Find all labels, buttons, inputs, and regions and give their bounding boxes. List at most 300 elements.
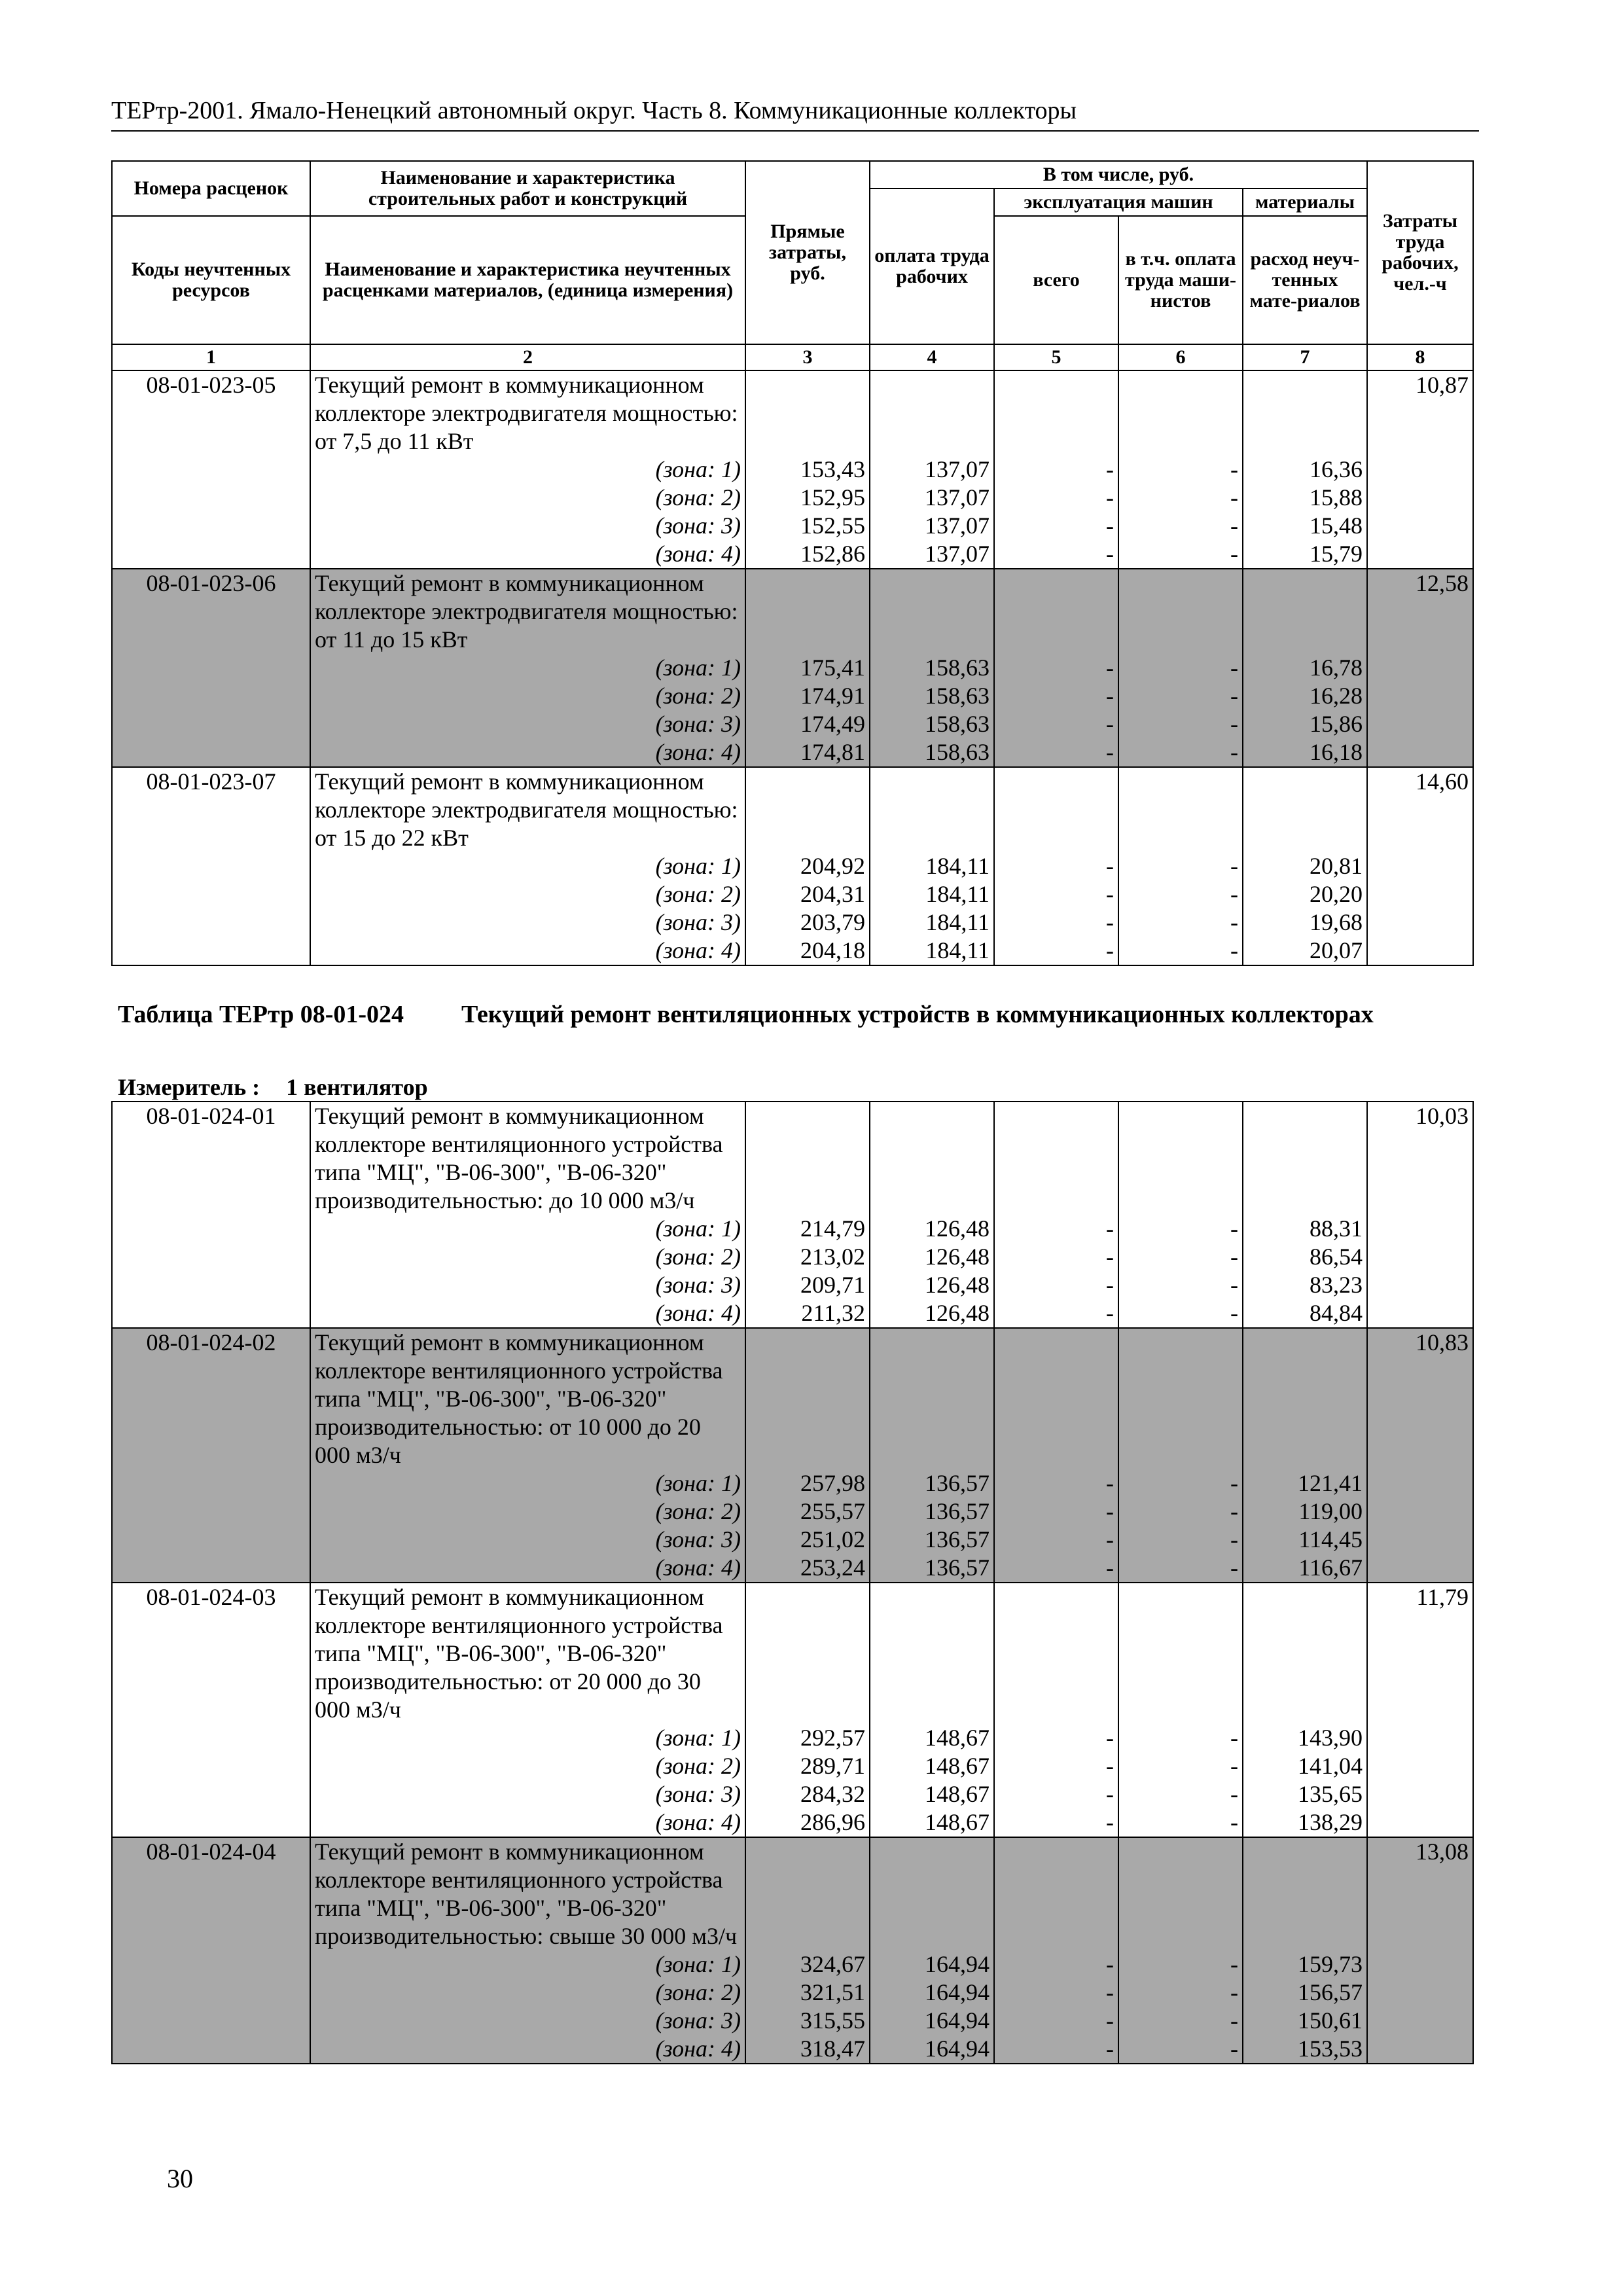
- rate-name-cell: [310, 569, 745, 767]
- wages-value: 136,57: [925, 1526, 990, 1552]
- col-header-codes: Номера расценок: [112, 161, 310, 216]
- operator-wages-value: -: [1230, 1244, 1238, 1270]
- spacer: [1123, 768, 1238, 852]
- wages-cell: [870, 1583, 994, 1837]
- spacer: [750, 768, 865, 852]
- rate-row: [112, 1102, 1473, 1328]
- zone-label: (зона: 1): [655, 655, 741, 681]
- machines-total-value: -: [1106, 2036, 1114, 2062]
- zone-label: (зона: 1): [655, 456, 741, 482]
- direct-costs-value: 175,41: [800, 655, 865, 681]
- zone-label: (зона: 2): [655, 1753, 741, 1779]
- operator-wages-value: -: [1230, 937, 1238, 963]
- direct-costs-value: 255,57: [800, 1498, 865, 1524]
- materials-value: 156,57: [1298, 1979, 1363, 2005]
- machines-total-value: -: [1106, 1470, 1114, 1496]
- operator-wages-value: -: [1230, 1498, 1238, 1524]
- direct-costs-value: 257,98: [800, 1470, 865, 1496]
- page-header: ТЕРтр-2001. Ямало-Ненецкий автономный округ. Часть 8. Коммуникационные коллекторы: [111, 95, 1479, 132]
- zone-label: (зона: 1): [655, 1725, 741, 1751]
- direct-costs-cell: [745, 370, 870, 569]
- spacer: [874, 768, 990, 852]
- wages-value: 137,07: [925, 484, 990, 511]
- machines-total-value: -: [1106, 1951, 1114, 1977]
- spacer: [999, 1838, 1114, 1950]
- zone-label: (зона: 4): [655, 541, 741, 567]
- measure-label: Измеритель :: [118, 1074, 260, 1100]
- col-number: 4: [870, 344, 994, 370]
- operator-wages-value: -: [1230, 484, 1238, 511]
- zone-label: (зона: 2): [655, 1979, 741, 2005]
- spacer: [999, 1329, 1114, 1469]
- operator-wages-value: -: [1230, 1753, 1238, 1779]
- col-header-direct-costs: Прямые затраты, руб.: [745, 161, 870, 344]
- rate-row: [112, 1837, 1473, 2064]
- spacer: [1247, 371, 1363, 456]
- zone-label: (зона: 3): [655, 711, 741, 737]
- operator-wages-value: -: [1230, 541, 1238, 567]
- wages-value: 148,67: [925, 1753, 990, 1779]
- direct-costs-cell: [745, 1328, 870, 1583]
- rate-name-cell: [310, 767, 745, 965]
- materials-value: 86,54: [1310, 1244, 1363, 1270]
- materials-value: 16,18: [1310, 739, 1363, 765]
- materials-cell: [1243, 1328, 1367, 1583]
- operator-wages-cell: [1118, 370, 1243, 569]
- spacer: [1123, 1329, 1238, 1469]
- materials-value: 20,81: [1310, 853, 1363, 879]
- direct-costs-cell: [745, 1837, 870, 2064]
- direct-costs-value: 209,71: [800, 1272, 865, 1298]
- col-header-materials: материалы: [1243, 188, 1367, 216]
- col-number: 7: [1243, 344, 1367, 370]
- materials-value: 138,29: [1298, 1809, 1363, 1835]
- materials-value: 84,84: [1310, 1300, 1363, 1326]
- materials-value: 15,79: [1310, 541, 1363, 567]
- spacer: [750, 1329, 865, 1469]
- operator-wages-value: -: [1230, 881, 1238, 907]
- direct-costs-value: 152,55: [800, 512, 865, 539]
- operator-wages-value: -: [1230, 2036, 1238, 2062]
- operator-wages-cell: [1118, 1102, 1243, 1328]
- wages-cell: [870, 1102, 994, 1328]
- materials-cell: [1243, 767, 1367, 965]
- spacer: [874, 569, 990, 654]
- spacer: [1123, 569, 1238, 654]
- rates-table-1-body: [112, 161, 1473, 965]
- direct-costs-value: 153,43: [800, 456, 865, 482]
- operator-wages-cell: [1118, 1837, 1243, 2064]
- rate-row: [112, 767, 1473, 965]
- operator-wages-value: -: [1230, 1272, 1238, 1298]
- zone-label: (зона: 3): [655, 1272, 741, 1298]
- materials-value: 16,78: [1310, 655, 1363, 681]
- spacer: [750, 1583, 865, 1724]
- operator-wages-value: -: [1230, 683, 1238, 709]
- materials-value: 15,86: [1310, 711, 1363, 737]
- materials-value: 20,07: [1310, 937, 1363, 963]
- direct-costs-value: 324,67: [800, 1951, 865, 1977]
- spacer: [1123, 1102, 1238, 1215]
- col-number: 2: [310, 344, 745, 370]
- spacer: [999, 768, 1114, 852]
- operator-wages-value: -: [1230, 1554, 1238, 1581]
- rate-name: Текущий ремонт в коммуникационном коллекторе вентиляционного устройства типа "МЦ", "В-06-300", "В-06-320" производительностью: свыше 30 000 м3/ч: [315, 1839, 738, 1949]
- machines-total-value: -: [1106, 1272, 1114, 1298]
- machines-total-value: -: [1106, 655, 1114, 681]
- col-number: 5: [994, 344, 1118, 370]
- spacer: [874, 1838, 990, 1950]
- direct-costs-value: 152,95: [800, 484, 865, 511]
- wages-cell: [870, 1837, 994, 2064]
- spacer: [874, 371, 990, 456]
- operator-wages-cell: [1118, 569, 1243, 767]
- col-header-wages: оплата труда рабочих: [870, 188, 994, 344]
- materials-value: 16,36: [1310, 456, 1363, 482]
- rate-row: [112, 1583, 1473, 1837]
- materials-value: 19,68: [1310, 909, 1363, 935]
- direct-costs-value: 286,96: [800, 1809, 865, 1835]
- spacer: [750, 371, 865, 456]
- spacer: [1123, 1583, 1238, 1724]
- zone-label: (зона: 1): [655, 1215, 741, 1242]
- rate-name: Текущий ремонт в коммуникационном коллекторе электродвигателя мощностью: от 11 до 15 кВт: [315, 570, 738, 653]
- wages-cell: [870, 370, 994, 569]
- wages-value: 148,67: [925, 1809, 990, 1835]
- rate-name: Текущий ремонт в коммуникационном коллекторе вентиляционного устройства типа "МЦ", "В-06-300", "В-06-320" производительностью: от 20 000 до 30 000 м3/ч: [315, 1584, 723, 1723]
- wages-value: 158,63: [925, 711, 990, 737]
- zone-label: (зона: 4): [655, 1554, 741, 1581]
- operator-wages-value: -: [1230, 1470, 1238, 1496]
- spacer: [999, 569, 1114, 654]
- operator-wages-value: -: [1230, 655, 1238, 681]
- wages-value: 126,48: [925, 1244, 990, 1270]
- machines-total-value: -: [1106, 711, 1114, 737]
- materials-value: 143,90: [1298, 1725, 1363, 1751]
- rate-name-cell: [310, 1102, 745, 1328]
- machines-total-cell: [994, 1102, 1118, 1328]
- wages-value: 137,07: [925, 541, 990, 567]
- materials-cell: [1243, 1583, 1367, 1837]
- direct-costs-value: 174,49: [800, 711, 865, 737]
- spacer: [750, 1102, 865, 1215]
- materials-value: 20,20: [1310, 881, 1363, 907]
- spacer: [1247, 1838, 1363, 1950]
- wages-value: 184,11: [925, 853, 990, 879]
- wages-value: 158,63: [925, 739, 990, 765]
- direct-costs-value: 253,24: [800, 1554, 865, 1581]
- rates-table-2: [111, 1101, 1474, 2064]
- labor-hours: 14,60: [1367, 767, 1473, 965]
- direct-costs-value: 214,79: [800, 1215, 865, 1242]
- col-number: 1: [112, 344, 310, 370]
- direct-costs-value: 318,47: [800, 2036, 865, 2062]
- materials-value: 16,28: [1310, 683, 1363, 709]
- operator-wages-value: -: [1230, 1725, 1238, 1751]
- zone-label: (зона: 2): [655, 1244, 741, 1270]
- rate-name: Текущий ремонт в коммуникационном коллекторе вентиляционного устройства типа "МЦ", "В-06-300", "В-06-320" производительностью: от 10 000 до 20 000 м3/ч: [315, 1329, 723, 1468]
- direct-costs-cell: [745, 1583, 870, 1837]
- operator-wages-value: -: [1230, 456, 1238, 482]
- wages-cell: [870, 1328, 994, 1583]
- zone-label: (зона: 2): [655, 484, 741, 511]
- col-header-group: В том числе, руб.: [870, 161, 1367, 188]
- spacer: [999, 371, 1114, 456]
- wages-value: 184,11: [925, 881, 990, 907]
- wages-value: 126,48: [925, 1215, 990, 1242]
- zone-label: (зона: 3): [655, 2007, 741, 2034]
- rate-name: Текущий ремонт в коммуникационном коллекторе вентиляционного устройства типа "МЦ", "В-06-300", "В-06-320" производительностью: до 10 000 м3/ч: [315, 1103, 723, 1213]
- spacer: [1247, 1583, 1363, 1724]
- direct-costs-value: 284,32: [800, 1781, 865, 1807]
- direct-costs-value: 204,31: [800, 881, 865, 907]
- spacer: [1123, 371, 1238, 456]
- table-2-caption: Текущий ремонт вентиляционных устройств в коммуникационных коллекторах: [461, 1001, 1374, 1028]
- machines-total-value: -: [1106, 1215, 1114, 1242]
- direct-costs-value: 204,92: [800, 853, 865, 879]
- rate-code: 08-01-024-03: [112, 1583, 310, 1837]
- materials-value: 119,00: [1298, 1498, 1363, 1524]
- operator-wages-value: -: [1230, 1951, 1238, 1977]
- wages-value: 148,67: [925, 1781, 990, 1807]
- col-header-machines-total: всего: [994, 216, 1118, 344]
- col-header-materials-usage: расход неуч-тенных мате-риалов: [1243, 216, 1367, 344]
- rate-code: 08-01-024-02: [112, 1328, 310, 1583]
- labor-hours: 13,08: [1367, 1837, 1473, 2064]
- machines-total-value: -: [1106, 1244, 1114, 1270]
- wages-value: 164,94: [925, 1979, 990, 2005]
- zone-label: (зона: 3): [655, 909, 741, 935]
- rate-name-cell: [310, 1583, 745, 1837]
- machines-total-value: -: [1106, 683, 1114, 709]
- materials-value: 121,41: [1298, 1470, 1363, 1496]
- spacer: [874, 1329, 990, 1469]
- direct-costs-value: 213,02: [800, 1244, 865, 1270]
- rates-table-1: [111, 160, 1474, 966]
- wages-cell: [870, 767, 994, 965]
- spacer: [999, 1583, 1114, 1724]
- direct-costs-value: 152,86: [800, 541, 865, 567]
- labor-hours: 10,83: [1367, 1328, 1473, 1583]
- col-header-machines: эксплуатация машин: [994, 188, 1243, 216]
- machines-total-value: -: [1106, 1753, 1114, 1779]
- materials-cell: [1243, 370, 1367, 569]
- rate-name: Текущий ремонт в коммуникационном коллекторе электродвигателя мощностью: от 15 до 22 кВт: [315, 768, 738, 851]
- machines-total-value: -: [1106, 2007, 1114, 2034]
- direct-costs-value: 174,91: [800, 683, 865, 709]
- rate-code: 08-01-024-04: [112, 1837, 310, 2064]
- wages-value: 136,57: [925, 1470, 990, 1496]
- table-2-label: Таблица ТЕРтр 08-01-024: [118, 1001, 404, 1028]
- operator-wages-value: -: [1230, 1781, 1238, 1807]
- zone-label: (зона: 4): [655, 2036, 741, 2062]
- wages-value: 137,07: [925, 512, 990, 539]
- materials-value: 15,88: [1310, 484, 1363, 511]
- direct-costs-value: 289,71: [800, 1753, 865, 1779]
- machines-total-value: -: [1106, 456, 1114, 482]
- col-header-labor-hours: Затраты труда рабочих, чел.-ч: [1367, 161, 1473, 344]
- materials-value: 153,53: [1298, 2036, 1363, 2062]
- materials-cell: [1243, 569, 1367, 767]
- direct-costs-value: 315,55: [800, 2007, 865, 2034]
- wages-value: 158,63: [925, 683, 990, 709]
- direct-costs-value: 251,02: [800, 1526, 865, 1552]
- machines-total-value: -: [1106, 1526, 1114, 1552]
- col-header-name: Наименование и характеристика строительных работ и конструкций: [310, 161, 745, 216]
- zone-label: (зона: 4): [655, 1809, 741, 1835]
- materials-cell: [1243, 1102, 1367, 1328]
- machines-total-cell: [994, 569, 1118, 767]
- zone-label: (зона: 4): [655, 739, 741, 765]
- spacer: [1247, 1102, 1363, 1215]
- col-number: 3: [745, 344, 870, 370]
- zone-label: (зона: 1): [655, 853, 741, 879]
- rate-code: 08-01-024-01: [112, 1102, 310, 1328]
- operator-wages-value: -: [1230, 1979, 1238, 2005]
- rate-name: Текущий ремонт в коммуникационном коллекторе электродвигателя мощностью: от 7,5 до 11 кВт: [315, 372, 738, 454]
- machines-total-value: -: [1106, 1498, 1114, 1524]
- col-header-operator-wages: в т.ч. оплата труда маши-нистов: [1118, 216, 1243, 344]
- operator-wages-value: -: [1230, 739, 1238, 765]
- labor-hours: 12,58: [1367, 569, 1473, 767]
- rate-name-cell: [310, 370, 745, 569]
- labor-hours: 11,79: [1367, 1583, 1473, 1837]
- machines-total-value: -: [1106, 1979, 1114, 2005]
- direct-costs-value: 292,57: [800, 1725, 865, 1751]
- wages-value: 184,11: [925, 909, 990, 935]
- direct-costs-value: 211,32: [801, 1300, 865, 1326]
- operator-wages-value: -: [1230, 1300, 1238, 1326]
- wages-value: 158,63: [925, 655, 990, 681]
- measure-unit: [118, 1073, 428, 1101]
- wages-value: 136,57: [925, 1498, 990, 1524]
- labor-hours: 10,87: [1367, 370, 1473, 569]
- operator-wages-value: -: [1230, 512, 1238, 539]
- spacer: [1123, 1838, 1238, 1950]
- direct-costs-cell: [745, 767, 870, 965]
- zone-label: (зона: 4): [655, 1300, 741, 1326]
- materials-value: 15,48: [1310, 512, 1363, 539]
- machines-total-cell: [994, 767, 1118, 965]
- materials-value: 135,65: [1298, 1781, 1363, 1807]
- materials-value: 159,73: [1298, 1951, 1363, 1977]
- rate-code: 08-01-023-07: [112, 767, 310, 965]
- spacer: [750, 569, 865, 654]
- machines-total-value: -: [1106, 541, 1114, 567]
- machines-total-value: -: [1106, 1725, 1114, 1751]
- spacer: [874, 1102, 990, 1215]
- operator-wages-cell: [1118, 1328, 1243, 1583]
- rate-name-cell: [310, 1328, 745, 1583]
- zone-label: (зона: 2): [655, 881, 741, 907]
- labor-hours: 10,03: [1367, 1102, 1473, 1328]
- materials-value: 83,23: [1310, 1272, 1363, 1298]
- machines-total-value: -: [1106, 937, 1114, 963]
- machines-total-cell: [994, 1328, 1118, 1583]
- rate-code: 08-01-023-05: [112, 370, 310, 569]
- machines-total-value: -: [1106, 881, 1114, 907]
- direct-costs-value: 174,81: [800, 739, 865, 765]
- zone-label: (зона: 1): [655, 1951, 741, 1977]
- zone-label: (зона: 4): [655, 937, 741, 963]
- machines-total-value: -: [1106, 1554, 1114, 1581]
- direct-costs-value: 321,51: [800, 1979, 865, 2005]
- wages-value: 164,94: [925, 2007, 990, 2034]
- zone-label: (зона: 2): [655, 683, 741, 709]
- spacer: [874, 1583, 990, 1724]
- materials-value: 88,31: [1310, 1215, 1363, 1242]
- materials-value: 114,45: [1298, 1526, 1363, 1552]
- machines-total-cell: [994, 1583, 1118, 1837]
- operator-wages-value: -: [1230, 853, 1238, 879]
- materials-value: 150,61: [1298, 2007, 1363, 2034]
- zone-label: (зона: 3): [655, 1781, 741, 1807]
- zone-label: (зона: 1): [655, 1470, 741, 1496]
- wages-value: 126,48: [925, 1272, 990, 1298]
- wages-value: 164,94: [925, 1951, 990, 1977]
- machines-total-cell: [994, 1837, 1118, 2064]
- col-number: 6: [1118, 344, 1243, 370]
- operator-wages-cell: [1118, 767, 1243, 965]
- wages-value: 184,11: [925, 937, 990, 963]
- machines-total-value: -: [1106, 909, 1114, 935]
- page-number: 30: [167, 2164, 193, 2193]
- wages-value: 137,07: [925, 456, 990, 482]
- zone-label: (зона: 2): [655, 1498, 741, 1524]
- direct-costs-value: 204,18: [800, 937, 865, 963]
- spacer: [1247, 569, 1363, 654]
- rates-table-2-body: [112, 1102, 1473, 2064]
- wages-cell: [870, 569, 994, 767]
- rate-row: [112, 1328, 1473, 1583]
- spacer: [1247, 1329, 1363, 1469]
- machines-total-value: -: [1106, 484, 1114, 511]
- rate-name-cell: [310, 1837, 745, 2064]
- machines-total-value: -: [1106, 1781, 1114, 1807]
- direct-costs-value: 203,79: [800, 909, 865, 935]
- spacer: [999, 1102, 1114, 1215]
- rate-row: [112, 569, 1473, 767]
- machines-total-value: -: [1106, 739, 1114, 765]
- materials-value: 116,67: [1298, 1554, 1363, 1581]
- operator-wages-value: -: [1230, 711, 1238, 737]
- machines-total-value: -: [1106, 1300, 1114, 1326]
- materials-value: 141,04: [1298, 1753, 1363, 1779]
- zone-label: (зона: 3): [655, 512, 741, 539]
- col-number: 8: [1367, 344, 1473, 370]
- operator-wages-cell: [1118, 1583, 1243, 1837]
- spacer: [1247, 768, 1363, 852]
- machines-total-cell: [994, 370, 1118, 569]
- operator-wages-value: -: [1230, 1215, 1238, 1242]
- operator-wages-value: -: [1230, 1526, 1238, 1552]
- wages-value: 136,57: [925, 1554, 990, 1581]
- materials-cell: [1243, 1837, 1367, 2064]
- machines-total-value: -: [1106, 853, 1114, 879]
- wages-value: 148,67: [925, 1725, 990, 1751]
- operator-wages-value: -: [1230, 2007, 1238, 2034]
- machines-total-value: -: [1106, 1809, 1114, 1835]
- wages-value: 164,94: [925, 2036, 990, 2062]
- spacer: [750, 1838, 865, 1950]
- machines-total-value: -: [1106, 512, 1114, 539]
- operator-wages-value: -: [1230, 1809, 1238, 1835]
- wages-value: 126,48: [925, 1300, 990, 1326]
- direct-costs-cell: [745, 1102, 870, 1328]
- direct-costs-cell: [745, 569, 870, 767]
- rate-code: 08-01-023-06: [112, 569, 310, 767]
- zone-label: (зона: 3): [655, 1526, 741, 1552]
